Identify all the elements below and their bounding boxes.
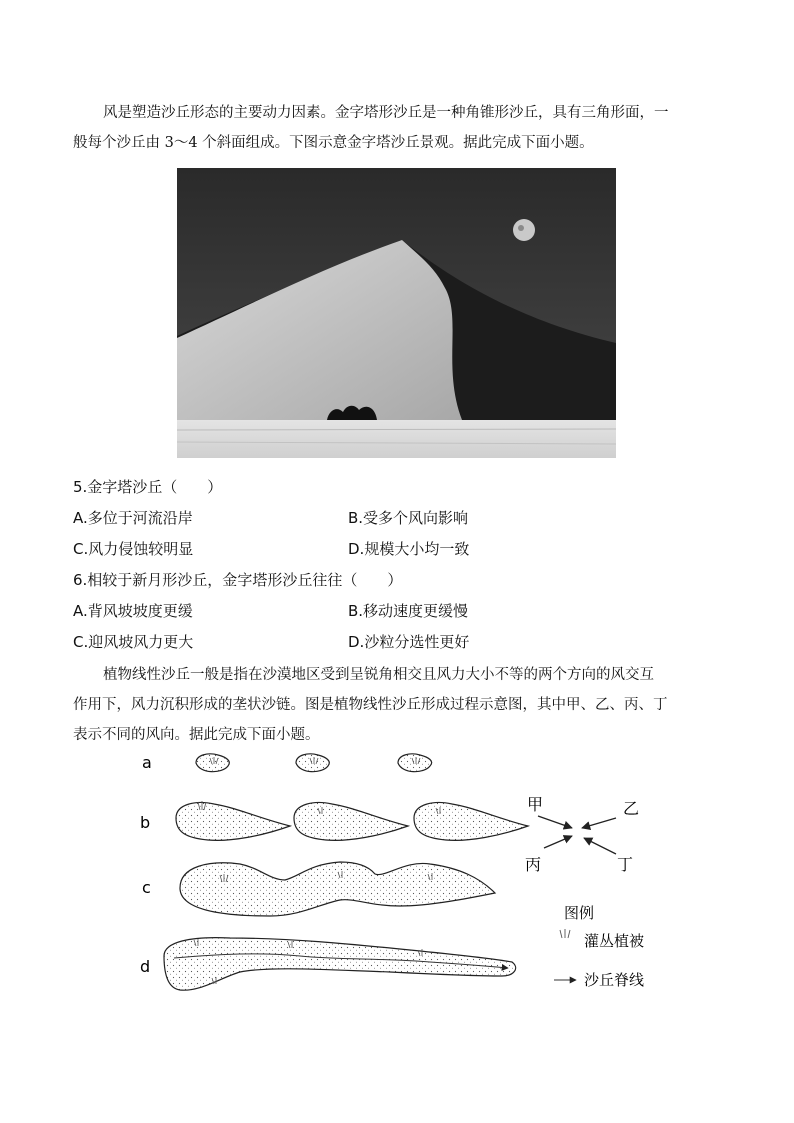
q5-option-a[interactable]: A.多位于河流沿岸 bbox=[73, 509, 193, 527]
stage-label-b: b bbox=[140, 813, 151, 832]
stage-label-a: a bbox=[142, 753, 152, 772]
q6-option-c[interactable]: C.迎风坡风力更大 bbox=[73, 633, 194, 651]
intro-2-line-2: 作用下，风力沉积形成的垄状沙链。图是植物线性沙丘形成过程示意图，其中甲、乙、丙、丁 bbox=[73, 697, 668, 713]
q5-stem: 5.金字塔沙丘（ ） bbox=[73, 478, 223, 496]
legend-title: 图例 bbox=[564, 904, 595, 922]
q6-option-a[interactable]: A.背风坡坡度更缓 bbox=[73, 602, 193, 620]
q6-option-b[interactable]: B.移动速度更缓慢 bbox=[348, 602, 469, 620]
intro-2-line-3: 表示不同的风向。据此完成下面小题。 bbox=[73, 727, 320, 743]
q5-option-d[interactable]: D.规模大小均一致 bbox=[348, 540, 470, 558]
intro-paragraph-1 bbox=[73, 98, 723, 158]
legend-ridge-label: 沙丘脊线 bbox=[584, 971, 645, 989]
wind-label-yi: 乙 bbox=[623, 799, 640, 818]
wind-arrow-jia bbox=[538, 816, 572, 828]
q6-stem: 6.相较于新月形沙丘，金字塔形沙丘往往（ ） bbox=[73, 571, 403, 589]
shrub-legend-icon bbox=[560, 929, 570, 938]
stage-label-c: c bbox=[142, 878, 151, 897]
q6-option-d[interactable]: D.沙粒分选性更好 bbox=[348, 633, 470, 651]
wind-label-bing: 丙 bbox=[525, 855, 542, 874]
wind-arrow-bing bbox=[544, 836, 572, 848]
stage-c-dune bbox=[180, 862, 495, 916]
legend-shrub-label: 灌丛植被 bbox=[584, 932, 645, 950]
wind-label-jia: 甲 bbox=[527, 795, 544, 814]
moon bbox=[513, 219, 535, 241]
wind-label-ding: 丁 bbox=[617, 855, 634, 874]
wind-arrow-yi bbox=[582, 818, 616, 828]
wind-directions bbox=[525, 795, 639, 874]
pyramid-dune-photo bbox=[177, 168, 616, 458]
stage-b-dunes bbox=[176, 803, 528, 841]
intro-1-line-2: 般每个沙丘由 3～4 个斜面组成。下图示意金字塔沙丘景观。据此完成下面小题。 bbox=[73, 135, 594, 151]
wind-arrow-ding bbox=[584, 838, 616, 854]
q5-option-c[interactable]: C.风力侵蚀较明显 bbox=[73, 540, 194, 558]
intro-1-line-1: 风是塑造沙丘形态的主要动力因素。金字塔形沙丘是一种角锥形沙丘，具有三角形面，一 bbox=[103, 105, 669, 121]
desert-floor bbox=[177, 420, 616, 458]
legend bbox=[554, 904, 644, 989]
q5-option-b[interactable]: B.受多个风向影响 bbox=[348, 509, 469, 527]
linear-dune-diagram bbox=[130, 748, 670, 1008]
stage-label-d: d bbox=[140, 957, 151, 976]
intro-2-line-1: 植物线性沙丘一般是指在沙漠地区受到呈锐角相交且风力大小不等的两个方向的风交互 bbox=[103, 667, 654, 683]
intro-paragraph-2 bbox=[73, 660, 723, 750]
